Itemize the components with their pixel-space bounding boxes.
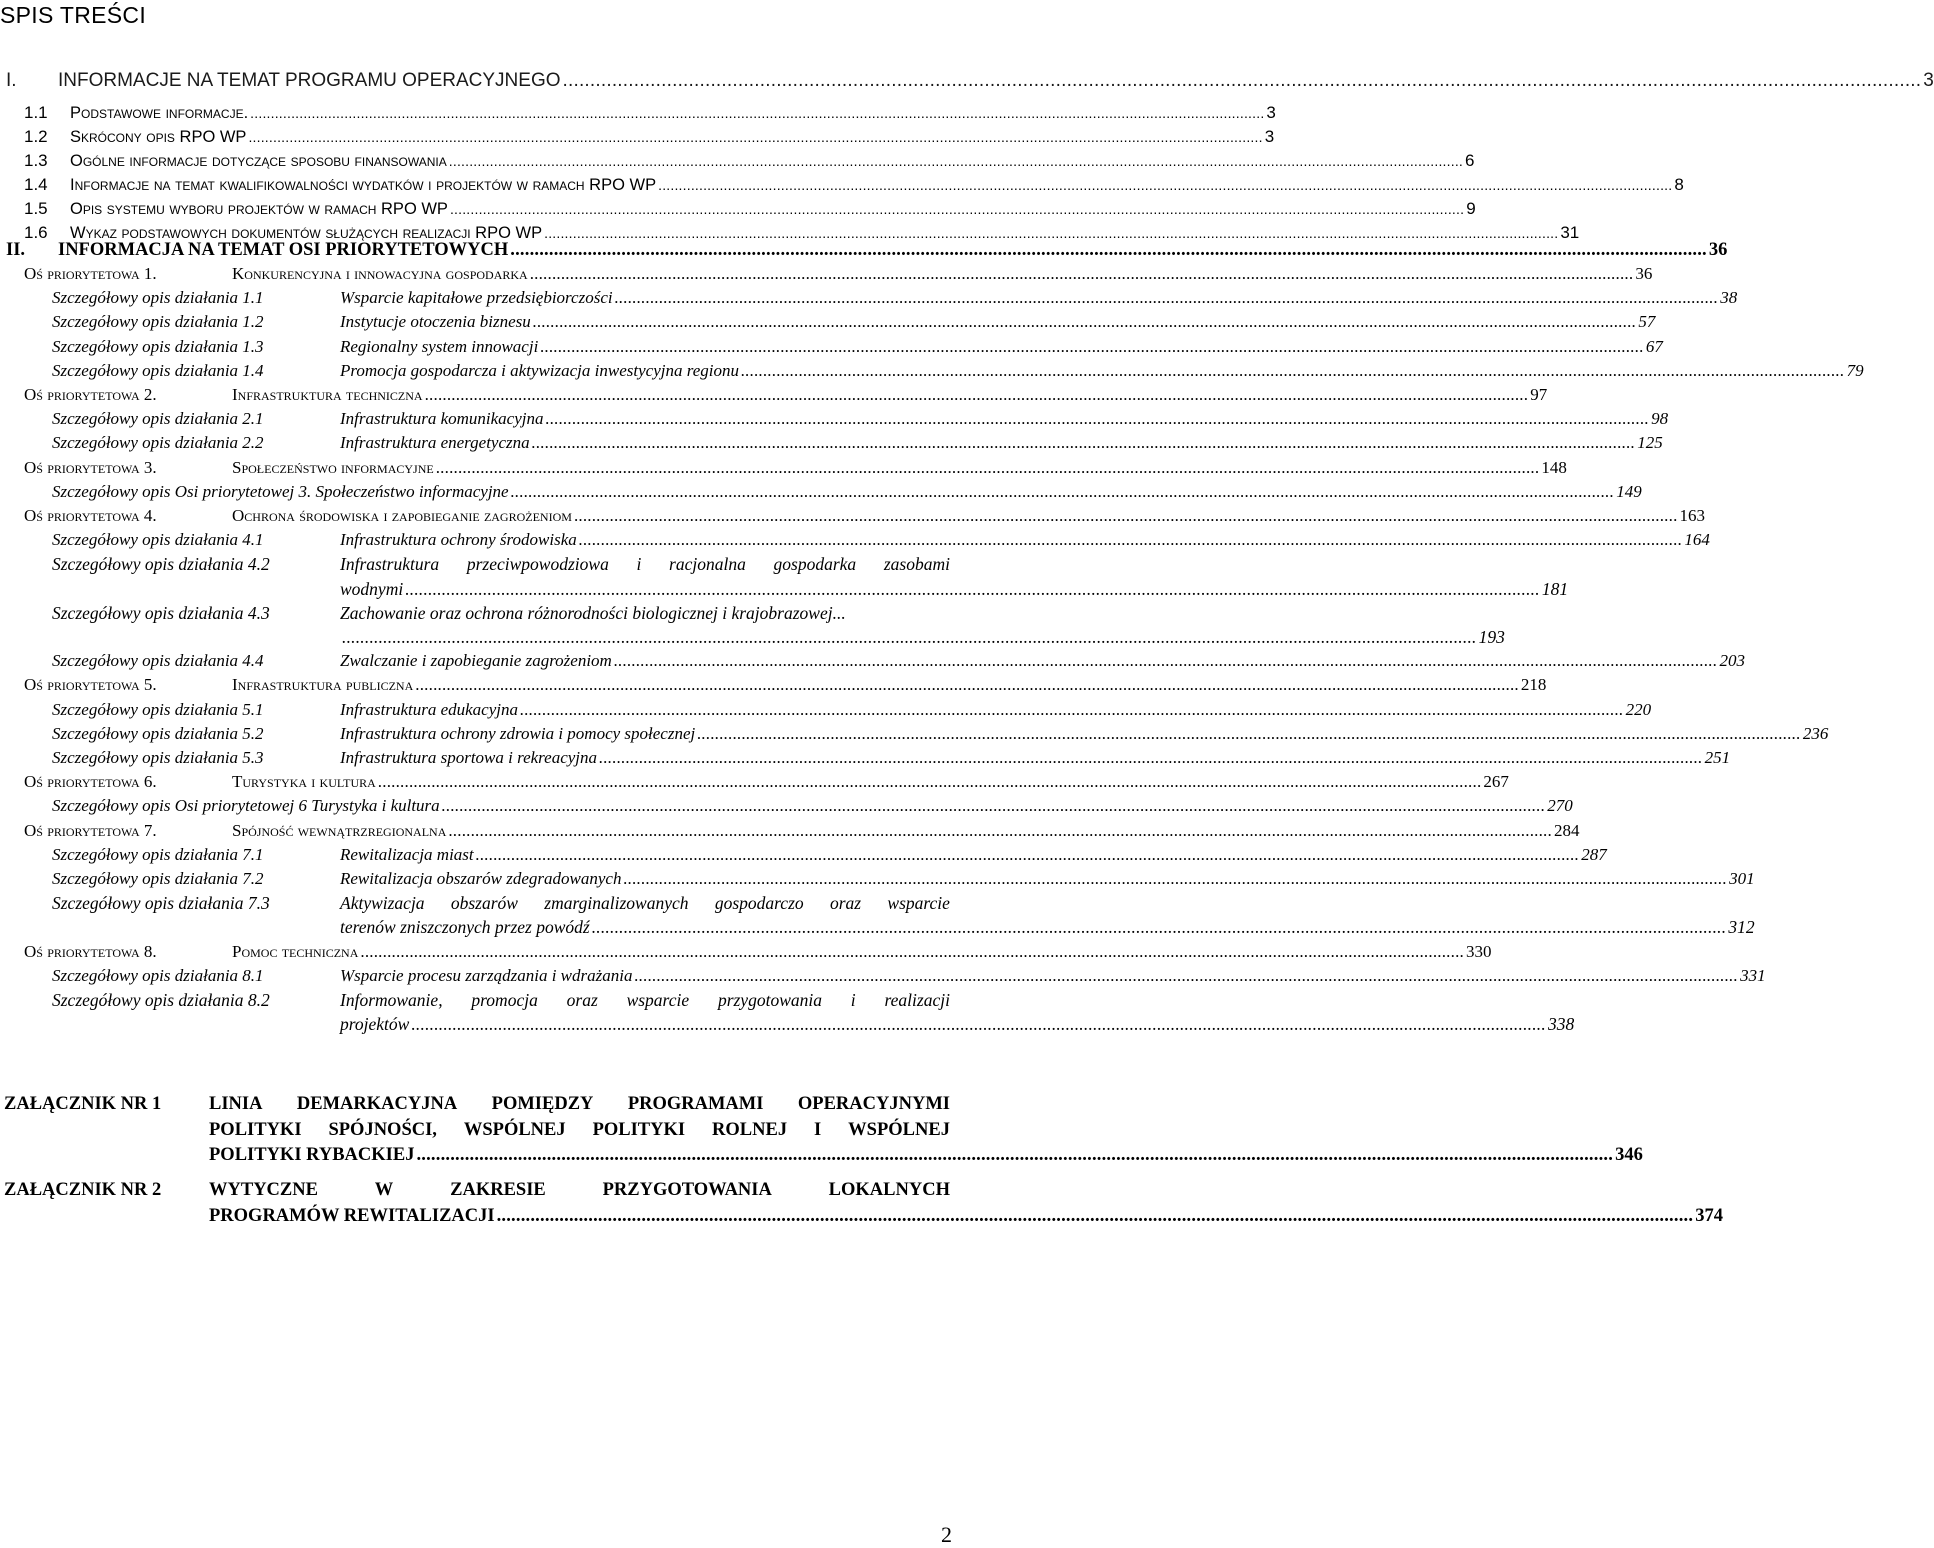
toc-part-title: INFORMACJE NA TEMAT PROGRAMU OPERACYJNEGO [58,70,561,91]
toc-leader [615,288,1719,308]
toc-page-number: 79 [1846,360,1864,380]
toc-action-label: Szczegółowy opis działania 7.3 [52,893,270,914]
toc-part-number: II. [6,240,26,260]
toc-action-title: Infrastruktura ochrony środowiska [340,530,577,550]
toc-leader [546,409,1650,429]
toc-axis-label: Oś priorytetowa 5. [24,675,157,695]
toc-axis-title: Ochrona środowiska i zapobieganie zagrożeniom [232,506,572,525]
toc-leader [342,627,1477,648]
toc-section-number: 1.1 [24,103,48,122]
toc-action-title: Rewitalizacja obszarów zdegradowanych [340,869,622,888]
toc-page-number: 164 [1684,530,1710,550]
toc-action-title: terenów zniszczonych przez powódź [340,917,590,938]
toc-section-number: 1.5 [24,199,48,218]
toc-page-number: 338 [1547,1014,1575,1035]
attachment-title-line: LINIA DEMARKACYJNA POMIĘDZY PROGRAMAMI OPERACYJNYMI [209,1094,950,1114]
toc-action-item[interactable] [52,336,1663,357]
toc-page-number: 220 [1625,699,1652,719]
toc-section-title: Informacje na temat kwalifikowalności wydatków i projektów w ramach RPO WP [70,176,657,194]
attachment-title-line: POLITYKI SPÓJNOŚCI, WSPÓLNEJ POLITYKI ROLNEJ I WSPÓLNEJ [209,1119,950,1140]
toc-action-item[interactable] [52,893,1755,941]
toc-axis-title: Pomoc techniczna [232,941,359,961]
toc-action-label: Szczegółowy opis działania 4.1 [52,530,264,550]
toc-leader [697,724,1801,744]
toc-section-item[interactable] [24,103,1276,123]
toc-action-item[interactable] [52,288,1738,308]
toc-action-title: Infrastruktura edukacyjna [340,699,518,719]
toc-leader [476,845,1580,865]
toc-action-label: Szczegółowy opis działania 5.2 [52,723,264,743]
toc-action-title: Szczegółowy opis Osi priorytetowej 6 Turystyka i kultura [52,796,440,816]
toc-axis-title: Spójność wewnątrzregionalna [232,820,447,840]
toc-leader [405,579,1540,600]
toc-leader [360,942,1464,962]
toc-leader [533,312,1637,332]
toc-part-number: I. [6,70,17,91]
toc-page-number: 3 [1264,127,1275,146]
toc-section-title: Wykaz podstawowych dokumentów służących realizacji RPO WP [70,224,543,242]
toc-section-number: 1.4 [24,175,48,194]
toc-part-title: INFORMACJA NA TEMAT OSI PRIORYTETOWYCH [58,240,509,260]
toc-axis-item[interactable] [24,941,1492,962]
toc-axis-title: Infrastruktura publiczna [232,675,414,695]
toc-leader [563,70,1922,92]
toc-section-item[interactable] [24,151,1475,171]
toc-page-number: 125 [1637,433,1663,453]
toc-action-item[interactable] [52,433,1663,453]
toc-axis-item[interactable] [24,457,1567,478]
toc-page-number: 57 [1638,312,1656,332]
toc-axis-label: Oś priorytetowa 8. [24,941,157,961]
toc-action-label: Szczegółowy opis działania 1.3 [52,336,264,356]
toc-section-number: 1.6 [24,223,48,242]
toc-action-title-line [340,578,1569,600]
toc-page-number: 36 [1708,240,1728,260]
toc-action-label: Szczegółowy opis działania 4.2 [52,554,270,575]
toc-page-number: 203 [1719,651,1745,671]
toc-part-2[interactable] [6,240,1728,261]
attachment-label: ZAŁĄCZNIK NR 1 [4,1094,162,1114]
attachment-label: ZAŁĄCZNIK NR 2 [4,1180,162,1200]
toc-axis-item[interactable] [24,772,1509,792]
toc-page-number: 149 [1616,481,1642,501]
toc-page-number: 31 [1560,223,1580,242]
toc-axis-label: Oś priorytetowa 7. [24,820,157,840]
toc-section-title: Ogólne informacje dotyczące sposobu finansowania [70,152,447,170]
toc-leader [510,240,1707,261]
toc-action-title: projektów [340,1014,410,1035]
toc-section-number: 1.3 [24,151,48,170]
toc-page-number: 218 [1520,675,1547,695]
toc-action-item[interactable] [52,796,1573,816]
toc-page-number: 267 [1483,772,1509,792]
toc-action-item[interactable] [52,360,1864,381]
toc-action-title-line [340,917,1755,938]
toc-section-title: Podstawowe informacje. [70,104,249,122]
attachment-title-line [209,1145,1643,1166]
toc-action-item[interactable] [52,602,1505,651]
toc-page-number: 3 [1266,103,1276,122]
toc-page-number: 284 [1553,820,1580,840]
toc-action-title-line: Aktywizacja obszarów zmarginalizowanych gospodarczo oraz wsparcie [340,893,950,914]
toc-action-item[interactable] [52,312,1656,332]
toc-page-number: 270 [1547,796,1573,816]
toc-leader [411,1014,1546,1035]
toc-page-number: 163 [1679,506,1706,525]
toc-leader [592,917,1727,938]
toc-action-label: Szczegółowy opis działania 7.2 [52,869,264,888]
toc-axis-title: Konkurencyjna i innowacyjna gospodarka [232,264,528,283]
toc-page-number: 181 [1541,578,1569,599]
attachment-title-line [209,1205,1723,1227]
toc-leader [623,869,1727,889]
toc-action-item[interactable] [52,869,1755,889]
toc-page-number: 8 [1674,175,1684,194]
toc-action-title: wodnymi [340,578,404,599]
toc-leader [449,153,1463,169]
toc-action-label: Szczegółowy opis działania 5.1 [52,699,264,719]
toc-action-item[interactable] [52,844,1607,865]
toc-action-label: Szczegółowy opis działania 8.2 [52,990,270,1010]
toc-action-title: Instytucje otoczenia biznesu [340,312,531,332]
toc-section-item[interactable] [24,175,1684,195]
toc-page-number: 330 [1465,941,1492,961]
toc-leader [416,1145,1613,1166]
toc-page-number: 36 [1635,264,1653,283]
toc-attachment[interactable] [4,1094,1643,1172]
toc-attachment[interactable] [4,1180,1723,1232]
toc-leader [574,506,1678,526]
toc-section-item[interactable] [24,199,1476,219]
toc-leader [248,129,1262,145]
toc-axis-label: Oś priorytetowa 3. [24,457,157,477]
toc-axis-item[interactable] [24,264,1653,284]
toc-axis-title: Turystyka i kultura [232,772,376,792]
toc-page-number: 287 [1581,844,1607,864]
toc-page-number: 67 [1645,336,1663,356]
toc-action-item[interactable] [52,965,1766,986]
toc-action-item[interactable] [52,990,1575,1038]
toc-leader [450,201,1464,217]
toc-page-number: 251 [1704,748,1731,767]
toc-action-label: Szczegółowy opis działania 1.4 [52,360,264,380]
toc-action-label: Szczegółowy opis działania 4.4 [52,651,264,671]
toc-action-label: Szczegółowy opis działania 7.1 [52,844,264,864]
toc-action-title: Wsparcie procesu zarządzania i wdrażania [340,965,633,985]
toc-action-title: Infrastruktura komunikacyjna [340,409,544,429]
toc-action-item[interactable] [52,409,1669,429]
toc-leader [425,385,1529,405]
toc-page-number: 148 [1541,457,1567,477]
toc-action-label: Szczegółowy opis działania 2.1 [52,409,264,429]
toc-leader [658,177,1672,193]
toc-action-title: Szczegółowy opis Osi priorytetowej 3. Społeczeństwo informacyjne [52,481,509,501]
toc-action-label: Szczegółowy opis działania 1.2 [52,312,264,332]
toc-action-title-line: Zachowanie oraz ochrona różnorodności biologicznej i krajobrazowej... [340,602,846,623]
toc-leader [634,966,1738,986]
toc-section-title: Opis systemu wyboru projektów w ramach RPO WP [70,200,448,218]
toc-leader [741,361,1845,381]
toc-leader [530,264,1634,284]
toc-action-title-line [340,626,1505,648]
toc-axis-item[interactable] [24,506,1706,526]
toc-action-item[interactable] [52,554,1569,602]
toc-action-item[interactable] [52,651,1745,671]
attachment-title: POLITYKI RYBACKIEJ [209,1145,415,1165]
toc-action-item[interactable] [52,481,1642,502]
attachment-title-line: WYTYCZNE W ZAKRESIE PRZYGOTOWANIA LOKALNYCH [209,1180,950,1200]
toc-page-number: 97 [1530,385,1548,404]
toc-leader [497,1206,1694,1227]
toc-section-item[interactable] [24,127,1275,147]
toc-section-title: Skrócony opis RPO WP [70,128,247,146]
toc-leader [442,796,1546,816]
toc-action-label: Szczegółowy opis działania 5.3 [52,748,264,767]
toc-action-item[interactable] [52,748,1731,768]
toc-action-title-line: Infrastruktura przeciwpowodziowa i racjonalna gospodarka zasobami [340,554,950,575]
toc-page-number: 301 [1729,869,1755,888]
toc-axis-item[interactable] [24,385,1548,405]
toc-page-number: 374 [1695,1205,1723,1226]
toc-action-label: Szczegółowy opis działania 8.1 [52,965,264,985]
toc-leader [599,748,1703,768]
toc-page-number: 38 [1720,288,1738,308]
toc-action-item[interactable] [52,699,1652,720]
toc-leader [540,337,1644,357]
toc-page-number: 6 [1465,151,1475,170]
toc-action-item[interactable] [52,723,1829,744]
toc-leader [544,225,1558,241]
toc-action-label: Szczegółowy opis działania 2.2 [52,433,264,453]
toc-axis-item[interactable] [24,820,1580,841]
page-number: 2 [941,1522,952,1547]
toc-leader [448,821,1552,841]
toc-leader [520,700,1624,720]
page-title: SPIS TREŚCI [0,2,147,28]
toc-action-title-line: Informowanie, promocja oraz wsparcie przygotowania i realizacji [340,990,950,1010]
toc-axis-label: Oś priorytetowa 4. [24,506,157,525]
toc-axis-label: Oś priorytetowa 1. [24,264,157,283]
toc-axis-title: Społeczeństwo informacyjne [232,457,434,477]
toc-leader [532,433,1636,453]
toc-action-title: Promocja gospodarcza i aktywizacja inwestycyjna regionu [340,360,739,380]
toc-page-number: 236 [1802,723,1829,743]
attachment-title: PROGRAMÓW REWITALIZACJI [209,1205,495,1226]
toc-action-title: Rewitalizacja miast [340,844,474,864]
toc-leader [436,458,1540,478]
toc-action-title: Regionalny system innowacji [340,336,539,356]
toc-action-label: Szczegółowy opis działania 4.3 [52,602,270,623]
toc-page-number: 346 [1615,1145,1643,1165]
toc-leader [415,675,1519,695]
toc-action-title: Zwalczanie i zapobieganie zagrożeniom [340,651,612,671]
toc-page-number: 3 [1923,70,1934,91]
toc-page-number: 312 [1728,917,1755,938]
toc-action-title: Infrastruktura ochrony zdrowia i pomocy społecznej [340,723,696,743]
toc-page-number: 193 [1478,626,1505,647]
toc-section-number: 1.2 [24,127,48,146]
toc-leader [250,105,1264,121]
toc-action-title: Infrastruktura sportowa i rekreacyjna [340,748,598,767]
toc-leader [511,482,1615,502]
toc-action-title: Wsparcie kapitałowe przedsiębiorczości [340,288,613,308]
toc-page-number: 98 [1651,409,1669,429]
toc-leader [378,772,1482,792]
toc-axis-title: Infrastruktura techniczna [232,385,423,404]
toc-action-label: Szczegółowy opis działania 1.1 [52,288,264,308]
toc-page-number: 331 [1740,965,1766,985]
toc-action-title-line [340,1014,1575,1035]
toc-axis-label: Oś priorytetowa 2. [24,385,157,404]
toc-action-title: Infrastruktura energetyczna [340,433,530,453]
toc-page-number: 9 [1466,199,1476,218]
toc-part-1[interactable] [6,70,1934,92]
toc-leader [579,530,1683,550]
toc-axis-label: Oś priorytetowa 6. [24,772,157,792]
toc-leader [614,651,1718,671]
toc-action-item[interactable] [52,530,1710,550]
toc-axis-item[interactable] [24,675,1547,695]
